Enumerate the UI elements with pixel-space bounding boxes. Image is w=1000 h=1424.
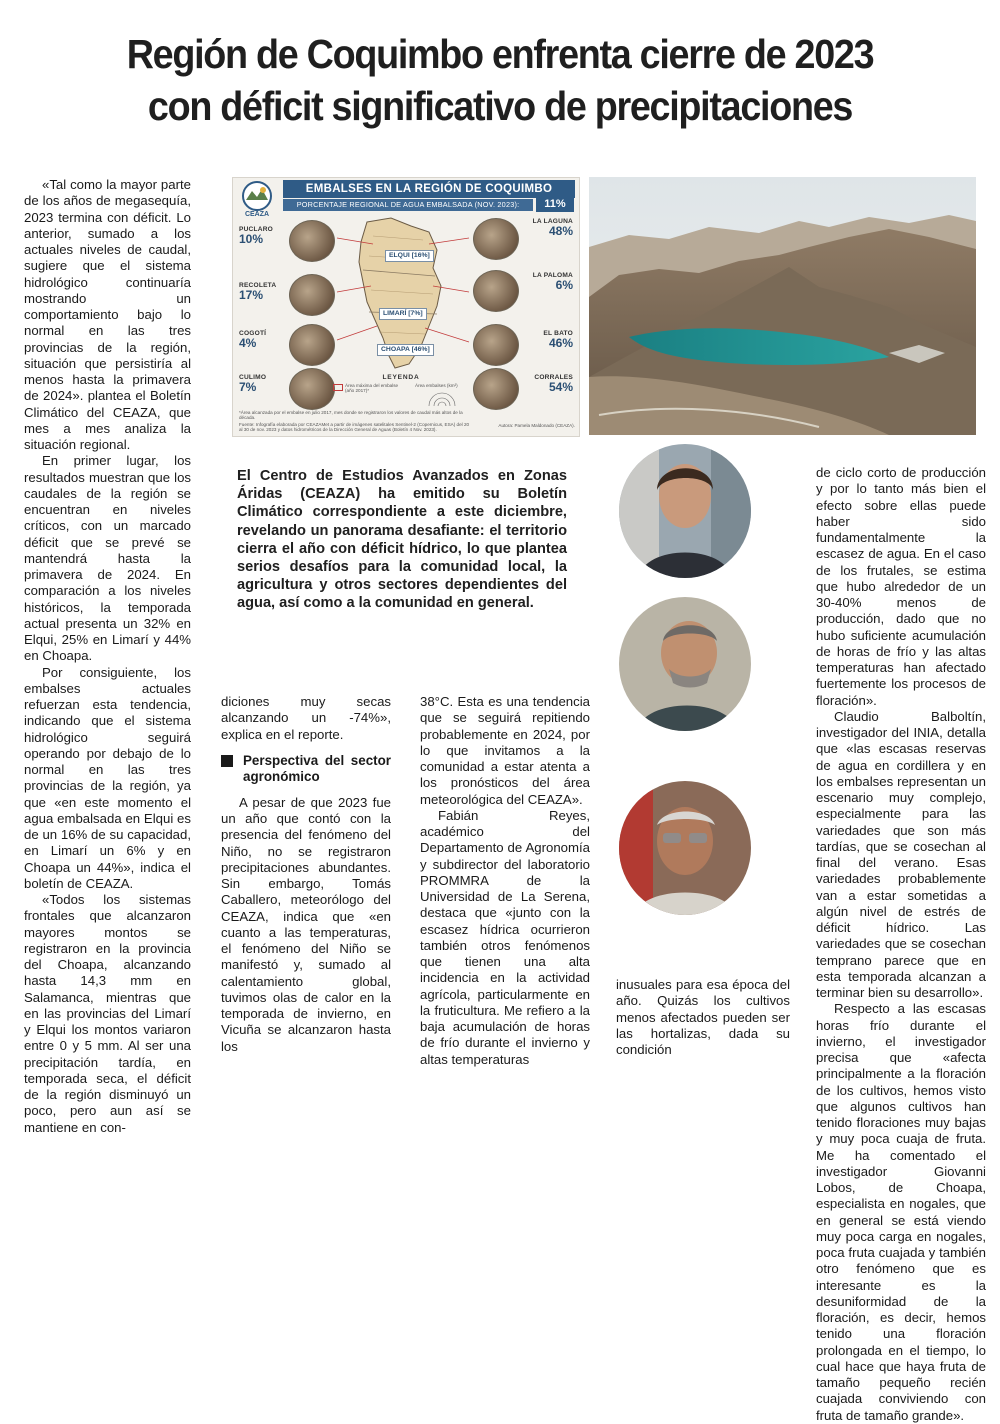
portrait-man-glasses: [619, 781, 751, 915]
paragraph: Fabián Reyes, académico del Departamento de Agronomía y subdirector del laboratorio PROMMRA de la Universidad de La Serena, destaca que «junto con la escasez hídrica ocurrieron también otros fenómenos que tienen una alta incidencia en la actividad agrícola, particularmente en la fruticultura. Me refiero a la baja acumulación de horas de frío durante el invierno y altas temperaturas: [420, 807, 590, 1067]
paragraph: de ciclo corto de producción y por lo tanto más bien el efecto sobre ellas puede haber sido fundamentalmente la escasez de agua. En el caso de los frutales, se estima que hubo alrededor de un 30-40% menos de producción, dado que no hubo suficiente acumulación de horas de frío y las altas temperaturas han afectado fuertemente los procesos de floración».: [816, 465, 986, 708]
reservoir-label: CORRALES 54%: [534, 374, 573, 394]
paragraph: «Todos los sistemas frontales que alcanzaron mayores montos se registraron en la provincia del Choapa, alcanzando hasta 14,3 mm en Salamanca, mientras que en las provincias del Limarí y Elqui los montos variaron entre 0 y 5 mm. Al ser una precipitación tardía, en temporada seca, el déficit de la región disminuyó un poco, pero aun así se mantiene en con-: [24, 892, 191, 1135]
reservoir-photo: [589, 177, 976, 435]
paragraph: En primer lugar, los resultados muestran que los caudales de la región se encuentran en niveles críticos, con un marcado déficit que se prevé se mantendrá hasta la primavera de 2024. En comparación a los niveles históricos, la temporada actual presenta un 32% en Elqui, 25% en Limarí y 44% en Choapa.: [24, 453, 191, 664]
infographic-footnote: *Área alcanzada por el embalse en julio 2017, mes donde se registraron los valores de caudal más altos de la década.: [239, 410, 463, 421]
body-column-1: [24, 177, 191, 1136]
infographic-subtitle: PORCENTAJE REGIONAL DE AGUA EMBALSADA (NOV. 2023):: [283, 199, 533, 211]
reservoir-image: [289, 368, 335, 410]
person-photo-icon: [619, 444, 751, 578]
subhead-text: Perspectiva del sector agronómico: [243, 752, 391, 784]
reservoir-label: COGOTÍ 4%: [239, 330, 267, 350]
reservoirs-infographic: [232, 177, 580, 437]
legend: [331, 374, 471, 408]
headline-line-2: con déficit significativo de precipitaciones: [147, 83, 853, 129]
paragraph: A pesar de que 2023 fue un año que contó con la presencia del fenómeno del Niño, no se registraron precipitaciones abundantes. Sin embargo, Tomás Caballero, meteorólogo del CEAZA, indica que «en cuanto a las temperaturas, el fenómeno del Niño se manifestó y, sumado al calentamiento global, tuvimos olas de calor en la temporada de invierno, en Vicuña se alcanzaron hasta los: [221, 794, 391, 1054]
person-photo-icon: [619, 597, 751, 731]
body-column-2: [221, 694, 391, 1055]
legend-area-label: Área máxima del embalse (año 2017)*: [345, 383, 399, 394]
paragraph: Claudio Balboltín, investigador del INIA, detalla que «las escasas reservas de agua en cordillera y en los embalses representan un escenario muy complejo, especialmente para las variedades que son más tardías, que se cosechan al final del verano. Esas variedades probablemente van a estar sometidas a algún nivel de estrés de déficit hídrico. Las variedades que se cosechan temprano parece que en esta temporada alcanzan a terminar bien su desarrollo».: [816, 708, 986, 1000]
paragraph: 38°C. Esta es una tendencia que se seguirá repitiendo probablemente en 2024, por lo que invitamos a la comunidad a estar atenta a los pronósticos del área meteorológica del CEAZA».: [420, 694, 590, 807]
reservoir-label: CULIMO 7%: [239, 374, 267, 394]
reservoir-image: [289, 220, 335, 262]
dam-landscape-image: [589, 177, 976, 435]
reservoir-label: PUCLARO 10%: [239, 226, 274, 246]
paragraph: diciones muy secas alcanzando un -74%», explica en el reporte.: [221, 694, 391, 742]
reservoir-image: [289, 274, 335, 316]
infographic-source: Fuente: Infografía elaborada por CEAZAMet a partir de imágenes satelitales Sentinel-2 (Copernicus, ESA) del 20 al 30 de nov. 2023 y datos hidrométricos de la Dirección General de Aguas (Boletín 4 Nov. 2023).: [239, 422, 470, 433]
reservoir-label: RECOLETA 17%: [239, 282, 277, 302]
paragraph: Por consiguiente, los embalses actuales refuerzan esta tendencia, indicando que el sistema hidrológico seguirá operando por debajo de lo normal en las tres provincias de la región, ya que «en este momento el agua embalsada en Elqui es de un 16% de su capacidad, en Limarí un 6% y en Choapa un 44%», indica el boletín de CEAZA.: [24, 664, 191, 891]
legend-embalses-label: Área embalses (km²): [415, 383, 458, 388]
paragraph: «Tal como la mayor parte de los años de megasequía, 2023 termina con déficit. Lo anterior, sumado a los actuales niveles de caudal, sugiere que el sistema hidrológico continuaría mostrando un comportamiento bajo lo normal en las tres provincias de la región, situación que persistiría al menos hasta la primavera de 2024». plantea el Boletín Climático del CEAZA, que mes a mes analiza la situación regional.: [24, 177, 191, 452]
paragraph: Respecto a las escasas horas frío durante el invierno, el investigador precisa que «afecta principalmente a la floración de los cultivos, hemos visto que algunos cultivos han tenido floraciones muy bajas y muy poca cuaja de fruta. Me ha comentado el investigador Giovanni Lobos, de Choapa, especialista en nogales, que en general se está viendo muy poca carga en nogales, poca fruta cuajada y también otro fenómeno que es interesante es la desuniformidad de la floración, es decir, hemos tenido una floración prolongada en el tiempo, lo cual hace que haya fruta de tamaño pequeño recién cuajada conviviendo con fruta de tamaño grande».: [816, 1001, 986, 1423]
reservoir-label: EL BATO 46%: [543, 330, 573, 350]
paragraph: inusuales para esa época del año. Quizás los cultivos menos afectados pueden ser las hortalizas, dada su condición: [616, 977, 790, 1057]
section-subhead: [221, 753, 391, 785]
reservoir-image: [473, 218, 519, 260]
legend-swatch-icon: [333, 384, 343, 391]
ceaza-logo-text: CEAZA: [244, 211, 270, 218]
reservoir-label: LA PALOMA 6%: [532, 272, 573, 292]
legend-title: LEYENDA: [382, 374, 420, 381]
region-label-limari: LIMARÍ [7%]: [379, 308, 427, 320]
region-label-choapa: CHOAPA [46%]: [377, 344, 434, 356]
portrait-young-man: [619, 444, 751, 578]
infographic-author: Autora: Pamela Maldonado (CEAZA).: [498, 423, 575, 428]
reservoir-image: [473, 270, 519, 312]
reservoir-image: [473, 324, 519, 366]
headline-line-1: Región de Coquimbo enfrenta cierre de 2023: [126, 31, 874, 77]
bullet-square-icon: [221, 755, 233, 767]
portrait-older-man: [619, 597, 751, 731]
infographic-title: EMBALSES EN LA REGIÓN DE COQUIMBO: [283, 180, 575, 198]
reservoir-label: LA LAGUNA 48%: [532, 218, 573, 238]
reservoir-image: [289, 324, 335, 366]
body-column-4: [616, 977, 790, 1058]
region-label-elqui: ELQUI [16%]: [385, 250, 434, 262]
person-photo-icon: [619, 781, 751, 915]
headline: [40, 28, 960, 132]
body-column-5: [816, 465, 986, 1424]
infographic-total: 11%: [536, 196, 574, 212]
lead-paragraph: El Centro de Estudios Avanzados en Zonas Áridas (CEAZA) ha emitido su Boletín Climático correspondiente a este diciembre, revelando un panorama desafiante: el territorio cierra el año con déficit hídrico, lo que plantea serios desafíos para la comunidad local, la agricultura y otros sectores dependientes del agua, así como a la comunidad en general.: [237, 468, 567, 612]
reservoir-image: [473, 368, 519, 410]
body-column-3: [420, 694, 590, 1068]
legend-scale-icon: [427, 389, 457, 407]
